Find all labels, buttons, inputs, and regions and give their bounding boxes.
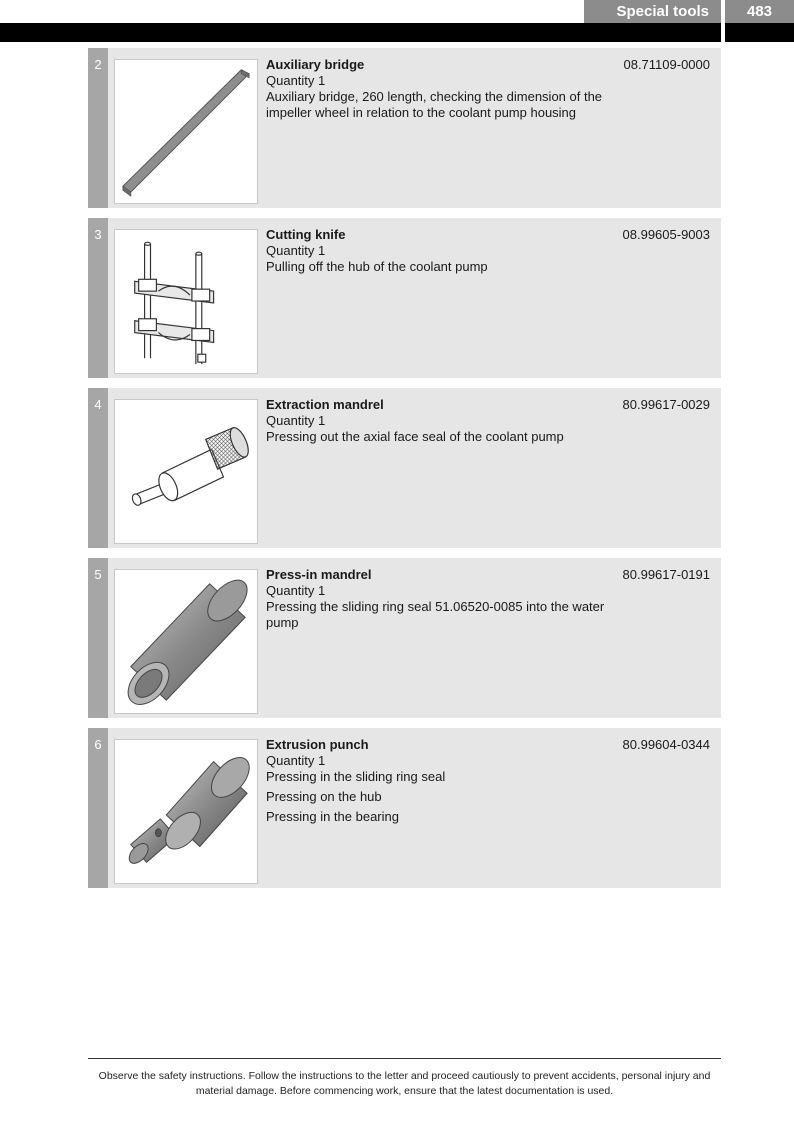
tool-description: Pressing out the axial face seal of the coolant pump (266, 429, 564, 444)
part-number: 08.99605-9003 (622, 227, 710, 242)
part-number: 80.99604-0344 (622, 737, 710, 752)
tool-quantity: Quantity 1 (266, 753, 326, 768)
footer-divider (88, 1058, 721, 1059)
extraction-mandrel-illustration (114, 399, 258, 544)
tool-name: Press-in mandrel (266, 567, 372, 582)
tool-quantity: Quantity 1 (266, 73, 326, 88)
row-number-strip (88, 558, 108, 718)
tool-row (88, 388, 721, 548)
row-number-strip (88, 48, 108, 208)
cutting-knife-illustration (114, 229, 258, 374)
part-number: 80.99617-0191 (622, 567, 710, 582)
tool-row (88, 218, 721, 378)
tool-description: Pressing on the hub (266, 789, 382, 804)
tool-name: Extraction mandrel (266, 397, 384, 412)
tool-description: Pressing the sliding ring seal 51.06520-0085 into the water pump (266, 599, 605, 630)
row-number: 4 (94, 397, 102, 412)
row-number-strip (88, 728, 108, 888)
tool-quantity: Quantity 1 (266, 583, 326, 598)
tool-row (88, 48, 721, 208)
safety-notice: Observe the safety instructions. Follow the instructions to the letter and proceed cautiously to prevent accidents, personal injury and material damage. Before commencing work, ensure that the latest documentation is used. (98, 1070, 711, 1097)
row-number-strip (88, 388, 108, 548)
tool-name: Extrusion punch (266, 737, 369, 752)
tool-quantity: Quantity 1 (266, 413, 326, 428)
tool-description: Pressing in the bearing (266, 809, 399, 824)
tool-name: Auxiliary bridge (266, 57, 365, 72)
part-number: 08.71109-0000 (623, 57, 710, 72)
row-number: 6 (94, 737, 102, 752)
tool-row (88, 728, 721, 888)
tool-description: Auxiliary bridge, 260 length, checking the dimension of the impeller wheel in relation to the coolant pump housing (266, 89, 603, 120)
section-title: Special tools (584, 0, 721, 23)
tool-row (88, 558, 721, 718)
part-number: 80.99617-0029 (622, 397, 710, 412)
row-number: 5 (94, 567, 102, 582)
tool-description: Pressing in the sliding ring seal (266, 769, 446, 784)
header-bar (0, 23, 794, 42)
tool-name: Cutting knife (266, 227, 346, 242)
row-number: 3 (94, 227, 102, 242)
tool-description: Pulling off the hub of the coolant pump (266, 259, 488, 274)
page-number: 483 (725, 0, 794, 23)
extrusion-punch-illustration (114, 739, 258, 884)
auxiliary-bridge-illustration (114, 59, 258, 204)
tool-quantity: Quantity 1 (266, 243, 326, 258)
press-in-mandrel-illustration (114, 569, 258, 714)
row-number-strip (88, 218, 108, 378)
row-number: 2 (94, 57, 102, 72)
